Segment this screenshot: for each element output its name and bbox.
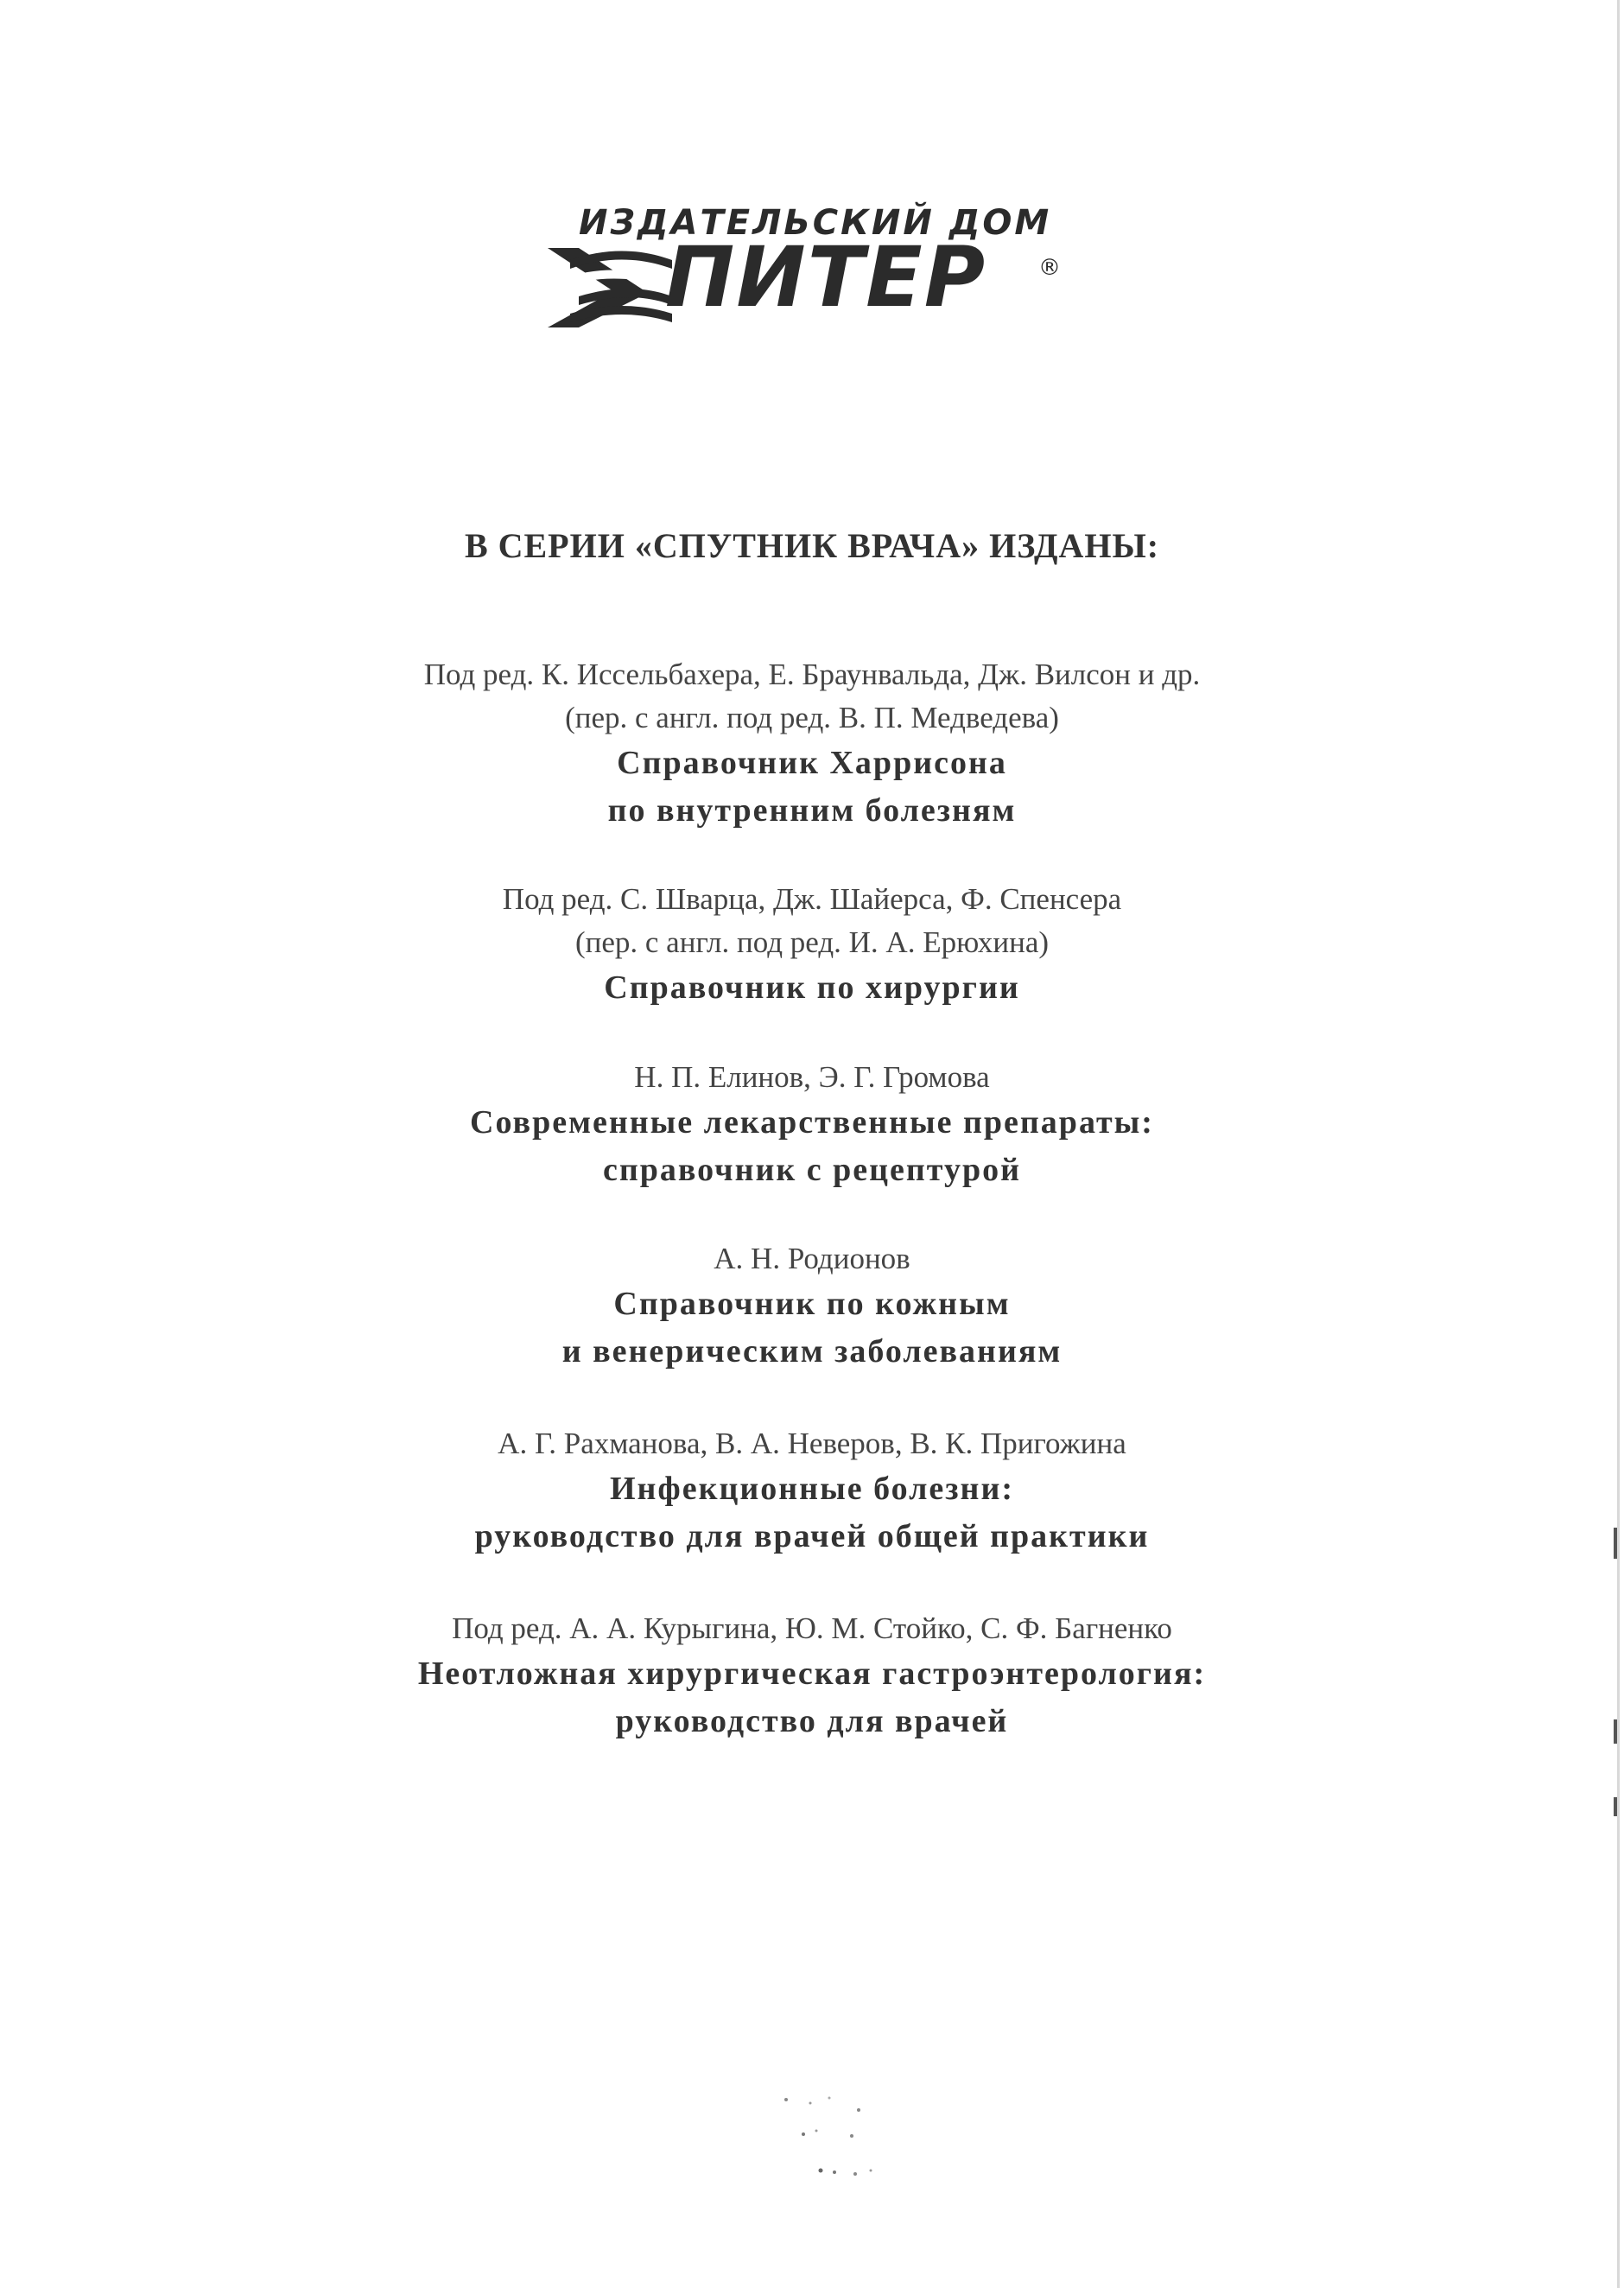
book-authors: Под ред. К. Иссельбахера, Е. Браунвальда, Дж. Вилсон и др.	[423, 658, 1201, 691]
book-title: Современные лекарственные препараты:	[470, 1104, 1154, 1141]
scan-specks	[769, 2091, 907, 2186]
book-entry	[0, 1422, 1624, 1560]
book-title-line: по внутренним болезням	[607, 792, 1017, 829]
book-authors: Под ред. С. Шварца, Дж. Шайерса, Ф. Спенсера	[502, 882, 1122, 916]
book-title-line: и венерическим заболеваниям	[561, 1333, 1063, 1370]
book-authors: А. Г. Рахманова, В. А. Неверов, В. К. Пригожина	[498, 1427, 1126, 1460]
publisher-name: ПИТЕР	[665, 229, 987, 326]
book-authors-note: (пер. с англ. под ред. В. П. Медведева)	[565, 701, 1059, 734]
book-title: Справочник по хирургии	[604, 969, 1020, 1006]
book-entry	[0, 878, 1624, 1012]
book-entry	[0, 653, 1624, 835]
page-edge-mark	[1614, 1719, 1617, 1744]
book-entry	[0, 1607, 1624, 1745]
book-title: Неотложная хирургическая гастроэнтерология:	[417, 1656, 1207, 1692]
book-authors-note: (пер. с англ. под ред. И. А. Ерюхина)	[574, 925, 1050, 959]
book-authors: Н. П. Елинов, Э. Г. Громова	[634, 1060, 990, 1094]
page-edge-mark	[1614, 1797, 1617, 1816]
book-title-line: руководство для врачей общей практики	[474, 1518, 1150, 1554]
book-title-line: справочник с рецептурой	[602, 1152, 1021, 1188]
registered-mark: ®	[1038, 255, 1061, 281]
book-title-line: руководство для врачей	[615, 1703, 1009, 1739]
book-title: Справочник по кожным	[613, 1286, 1011, 1322]
book-authors: Под ред. А. А. Курыгина, Ю. М. Стойко, С. Ф. Багненко	[452, 1611, 1172, 1645]
book-entry	[0, 1237, 1624, 1376]
publisher-top-line: ИЗДАТЕЛЬСКИЙ ДОМ	[579, 203, 1052, 243]
publisher-logo	[544, 203, 1080, 341]
page-edge-mark	[1614, 1528, 1617, 1559]
series-heading: В СЕРИИ «СПУТНИК ВРАЧА» ИЗДАНЫ:	[464, 526, 1160, 565]
book-title: Справочник Харрисона	[617, 745, 1007, 781]
book-entry	[0, 1056, 1624, 1194]
page-edge	[1617, 0, 1620, 2288]
book-authors: А. Н. Родионов	[714, 1242, 910, 1275]
publisher-wave-icon	[544, 241, 674, 334]
book-title: Инфекционные болезни:	[609, 1471, 1014, 1507]
